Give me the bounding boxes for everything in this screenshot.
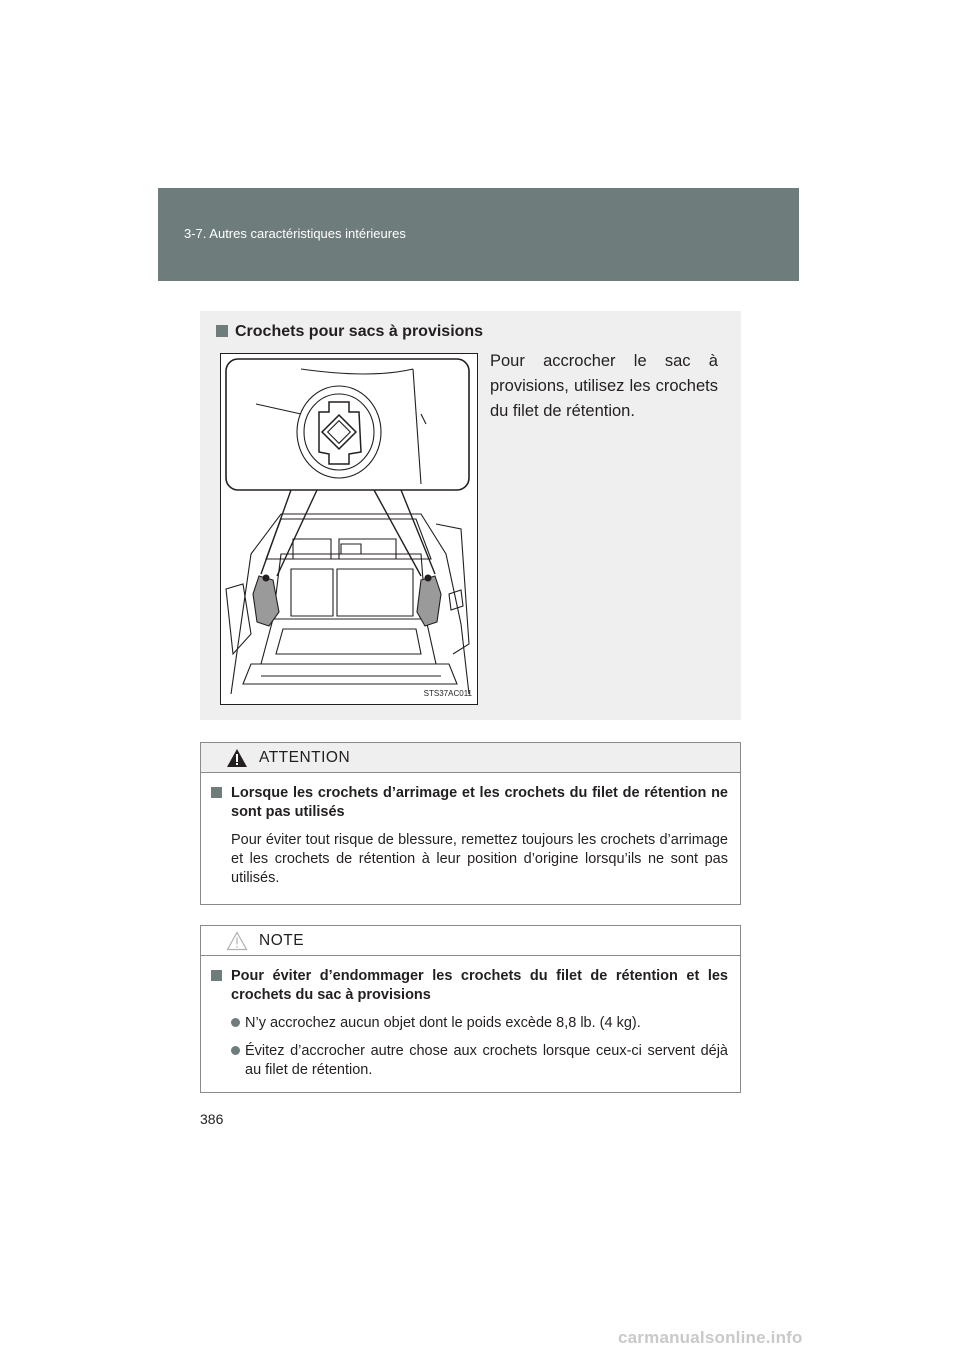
watermark: carmanualsonline.info <box>618 1328 803 1347</box>
note-bullet <box>211 1042 728 1080</box>
bullet-dot-icon <box>231 1046 240 1055</box>
note-box <box>200 925 741 1093</box>
page-number: 386 <box>200 1111 224 1127</box>
attention-item-heading-text: Lorsque les crochets d’arrimage et les crochets du filet de rétention ne sont pas utilisés <box>231 785 728 820</box>
note-item-heading-text: Pour éviter d’endommager les crochets du filet de rétention et les crochets du sac à provisions <box>231 968 728 1003</box>
warning-icon <box>226 748 248 768</box>
note-label: NOTE <box>259 932 305 949</box>
section-description: Pour accrocher le sac à provisions, utilisez les crochets du filet de rétention. <box>490 352 718 420</box>
note-item-heading <box>211 967 728 1005</box>
note-bullet-text: Évitez d’accrocher autre chose aux crochets lorsque ceux-ci servent déjà au filet de rétention. <box>245 1043 728 1078</box>
chapter-title: 3-7. Autres caractéristiques intérieures <box>184 226 406 241</box>
section-panel <box>200 311 741 720</box>
attention-item-heading <box>211 784 728 822</box>
section-heading-text: Crochets pour sacs à provisions <box>235 323 484 340</box>
note-bullet <box>211 1014 728 1033</box>
attention-item-text: Pour éviter tout risque de blessure, remettez toujours les crochets d’arrimage et les crochets de rétention à leur position d’origine lorsqu’ils ne sont pas utilisés. <box>231 832 728 886</box>
chapter-header <box>158 188 799 281</box>
section-heading <box>216 323 483 341</box>
attention-header <box>201 743 740 773</box>
caution-outline-icon <box>226 931 248 951</box>
attention-box <box>200 742 741 905</box>
square-bullet-icon <box>216 325 228 337</box>
illustration-code: STS37AC011 <box>423 689 472 698</box>
square-bullet-icon <box>211 970 222 981</box>
attention-label: ATTENTION <box>259 749 351 766</box>
cargo-area-drawing <box>221 354 477 704</box>
bullet-dot-icon <box>231 1018 240 1027</box>
note-bullet-text: N’y accrochez aucun objet dont le poids excède 8,8 lb. (4 kg). <box>245 1015 641 1031</box>
cargo-hooks-illustration <box>220 353 478 705</box>
note-header <box>201 926 740 956</box>
square-bullet-icon <box>211 787 222 798</box>
